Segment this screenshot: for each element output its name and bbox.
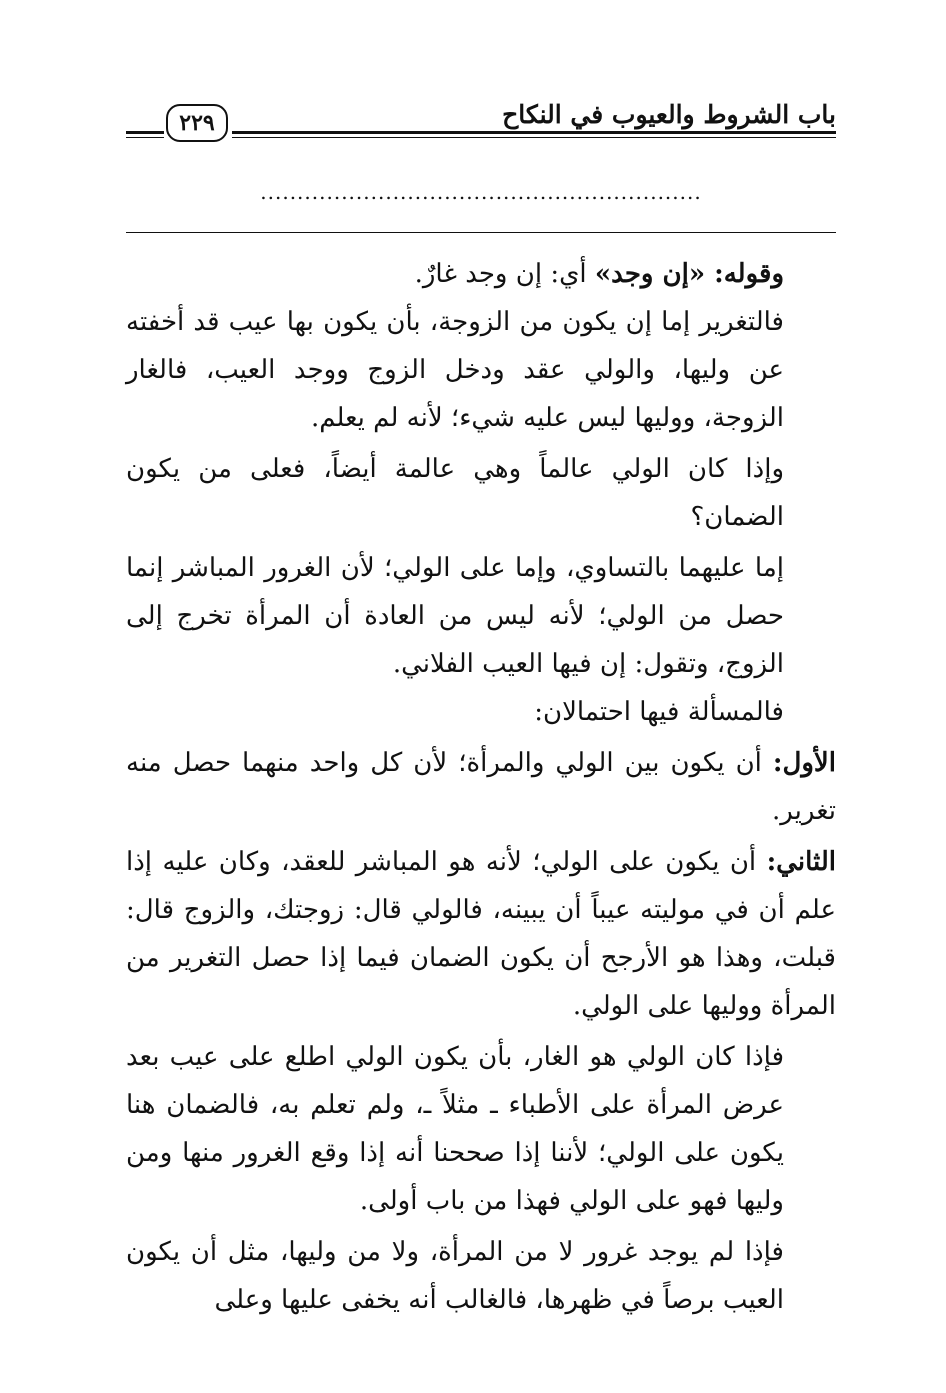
dotted-line: ............................................................ — [260, 180, 702, 204]
page-header — [126, 96, 836, 150]
chapter-title: باب الشروط والعيوب في النكاح — [502, 100, 836, 129]
paragraph-9 — [126, 1228, 836, 1324]
paragraph-7 — [126, 838, 836, 1030]
paragraph-4 — [126, 544, 836, 688]
paragraph-1 — [126, 250, 836, 298]
paragraph-5 — [126, 688, 836, 736]
paragraph-text: فالمسألة فيها احتمالان: — [534, 697, 784, 727]
paragraph-lead: وقوله: «إن وجد» — [594, 259, 784, 289]
paragraph-2 — [126, 298, 836, 442]
paragraph-8 — [126, 1033, 836, 1225]
paragraph-text: فإذا لم يوجد غرور لا من المرأة، ولا من وليها، مثل أن يكون العيب برصاً في ظهرها، فالغالب أنه يخفى عليها وعلى — [126, 1237, 784, 1315]
paragraph-text: فالتغرير إما إن يكون من الزوجة، بأن يكون بها عيب قد أخفته عن وليها، والولي عقد ودخل الزوج ووجد العيب، فالغار الزوجة، ووليها ليس عليه شيء؛ لأنه لم يعلم. — [126, 307, 784, 433]
page-number: ٢٢٩ — [166, 104, 228, 142]
separator-line — [126, 232, 836, 233]
paragraph-text: أن يكون بين الولي والمرأة؛ لأن كل واحد منهما حصل منه تغرير. — [126, 748, 836, 826]
paragraph-3 — [126, 445, 836, 541]
paragraph-text: وإذا كان الولي عالماً وهي عالمة أيضاً، فعلى من يكون الضمان؟ — [126, 454, 784, 532]
header-rule — [232, 131, 836, 143]
paragraph-6 — [126, 739, 836, 835]
paragraph-text: إما عليهما بالتساوي، وإما على الولي؛ لأن الغرور المباشر إنما حصل من الولي؛ لأنه ليس من العادة أن المرأة تخرج إلى الزوج، وتقول: إن فيها العيب الفلاني. — [126, 553, 784, 679]
page-body — [126, 250, 836, 1324]
paragraph-text: أي: إن وجد غارٌ. — [414, 259, 595, 289]
paragraph-lead: الأول: — [772, 748, 836, 778]
paragraph-text: أن يكون على الولي؛ لأنه هو المباشر للعقد، وكان عليه إذا علم أن في موليته عيباً أن يبينه، فالولي قال: زوجتك، والزوج قال: قبلت، وهذا هو الأرجح أن يكون الضمان فيما إذا حصل التغرير من المرأة ووليها على الولي. — [126, 847, 836, 1021]
paragraph-text: فإذا كان الولي هو الغار، بأن يكون الولي اطلع على عيب بعد عرض المرأة على الأطباء ـ مثلاً ـ، ولم تعلم به، فالضمان هنا يكون على الولي؛ لأننا إذا صححنا أنه إذا وقع الغرور منها ومن وليها فهو على الولي فهذا من باب أولى. — [126, 1042, 784, 1216]
paragraph-lead: الثاني: — [766, 847, 836, 877]
header-rule-left — [126, 131, 164, 143]
